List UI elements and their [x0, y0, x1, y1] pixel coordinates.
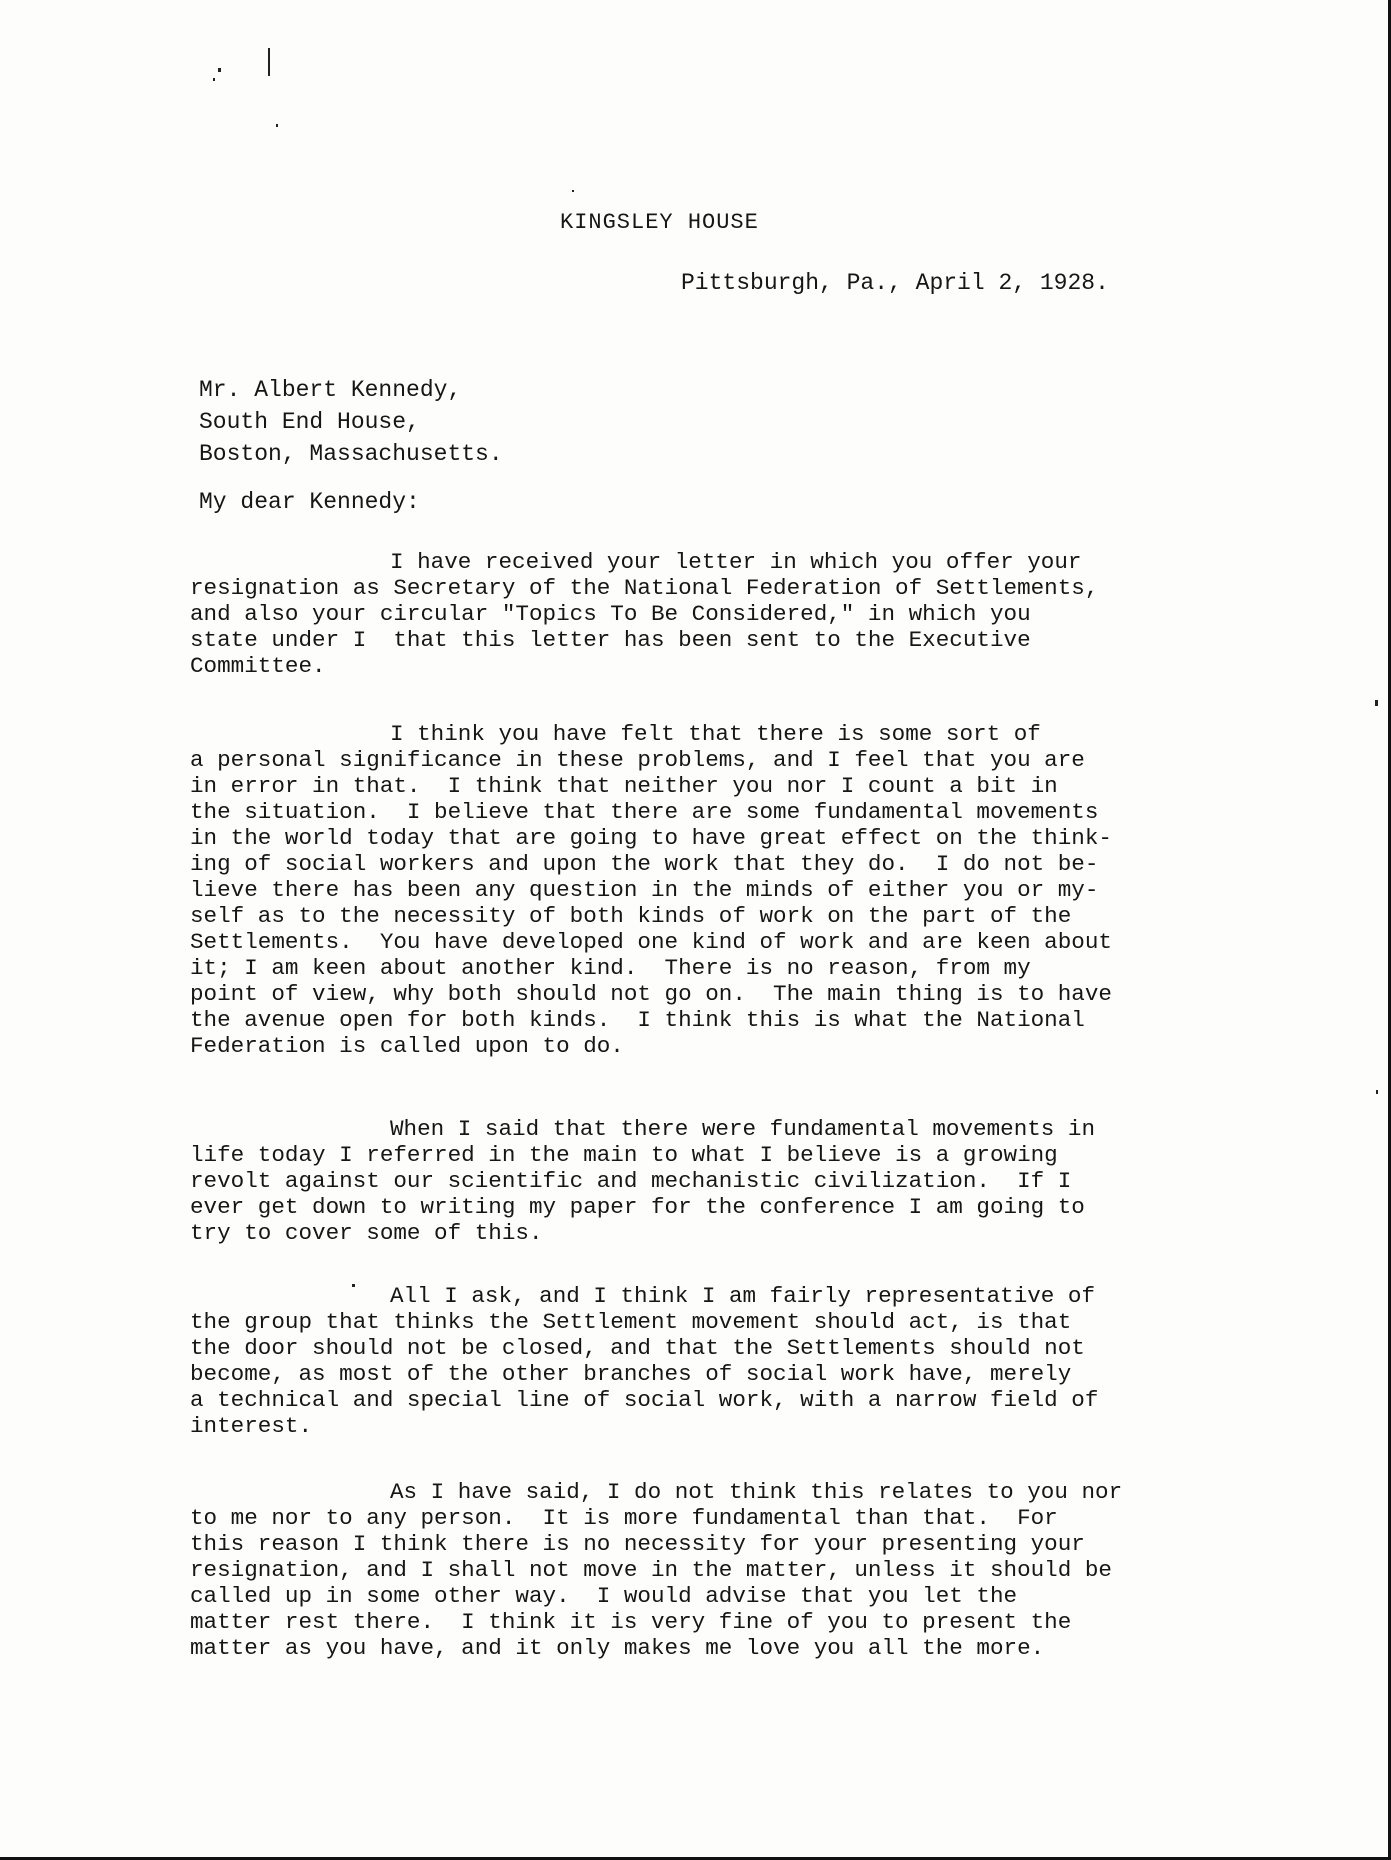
paragraph: [190, 1283, 1170, 1439]
scan-speck: [1376, 1090, 1378, 1094]
paragraph-line: become, as most of the other branches of social work have, merely: [190, 1361, 1072, 1387]
paragraph-line: the situation. I believe that there are some fundamental movements: [190, 799, 1099, 825]
scan-speck: [213, 78, 215, 81]
paragraph: [190, 1479, 1170, 1661]
paragraph-line: called up in some other way. I would advise that you let the: [190, 1583, 1018, 1609]
scan-speck: [1375, 700, 1378, 706]
paragraph-line: it; I am keen about another kind. There is no reason, from my: [190, 955, 1031, 981]
recipient-organization: South End House,: [199, 409, 420, 435]
scan-speck: [218, 68, 221, 72]
scan-speck: [276, 124, 278, 127]
paragraph-line: resignation as Secretary of the National Federation of Settlements,: [190, 575, 1099, 601]
scan-speck: [572, 190, 574, 192]
paragraph-line: resignation, and I shall not move in the matter, unless it should be: [190, 1557, 1112, 1583]
paragraph-line: Committee.: [190, 653, 326, 679]
paragraph-line: state under I that this letter has been sent to the Executive: [190, 627, 1031, 653]
paragraph-line: Settlements. You have developed one kind of work and are keen about: [190, 929, 1112, 955]
paragraph-line: All I ask, and I think I am fairly representative of: [390, 1283, 1096, 1309]
paragraph-line: a technical and special line of social work, with a narrow field of: [190, 1387, 1099, 1413]
paragraph-line: As I have said, I do not think this relates to you nor: [390, 1479, 1123, 1505]
paragraph-line: revolt against our scientific and mechanistic civilization. If I: [190, 1168, 1072, 1194]
recipient-name: Mr. Albert Kennedy,: [199, 377, 462, 403]
paragraph-line: to me nor to any person. It is more fundamental than that. For: [190, 1505, 1058, 1531]
paragraph-line: and also your circular "Topics To Be Considered," in which you: [190, 601, 1031, 627]
paragraph: [190, 1116, 1170, 1246]
paragraph-line: I think you have felt that there is some sort of: [390, 721, 1041, 747]
paragraph-line: point of view, why both should not go on. The main thing is to have: [190, 981, 1112, 1007]
paragraph-line: a personal significance in these problems, and I feel that you are: [190, 747, 1085, 773]
scan-speck: [268, 48, 270, 76]
paragraph-line: in error in that. I think that neither you nor I count a bit in: [190, 773, 1058, 799]
recipient-address: [199, 374, 503, 470]
paragraph-line: matter as you have, and it only makes me love you all the more.: [190, 1635, 1045, 1661]
letterhead: KINGSLEY HOUSE: [560, 210, 759, 235]
paragraph-line: life today I referred in the main to what I believe is a growing: [190, 1142, 1058, 1168]
paragraph-line: When I said that there were fundamental movements in: [390, 1116, 1096, 1142]
paragraph-line: lieve there has been any question in the minds of either you or my-: [190, 877, 1099, 903]
paragraph-line: interest.: [190, 1413, 313, 1439]
paragraph-line: I have received your letter in which you offer your: [390, 549, 1082, 575]
paragraph-line: the avenue open for both kinds. I think this is what the National: [190, 1007, 1085, 1033]
paragraph-line: ing of social workers and upon the work that they do. I do not be-: [190, 851, 1099, 877]
dateline: Pittsburgh, Pa., April 2, 1928.: [681, 270, 1109, 296]
paragraph-line: ever get down to writing my paper for the conference I am going to: [190, 1194, 1085, 1220]
paragraph-line: try to cover some of this.: [190, 1220, 543, 1246]
recipient-city: Boston, Massachusetts.: [199, 441, 503, 467]
paragraph-line: self as to the necessity of both kinds of work on the part of the: [190, 903, 1072, 929]
paragraph-line: Federation is called upon to do.: [190, 1033, 624, 1059]
paragraph-line: the group that thinks the Settlement movement should act, is that: [190, 1309, 1072, 1335]
salutation: My dear Kennedy:: [199, 489, 420, 515]
paragraph: [190, 721, 1170, 1059]
paragraph-line: matter rest there. I think it is very fine of you to present the: [190, 1609, 1072, 1635]
paragraph: [190, 549, 1170, 679]
paragraph-line: the door should not be closed, and that the Settlements should not: [190, 1335, 1085, 1361]
paragraph-line: this reason I think there is no necessity for your presenting your: [190, 1531, 1085, 1557]
paragraph-line: in the world today that are going to have great effect on the think-: [190, 825, 1112, 851]
